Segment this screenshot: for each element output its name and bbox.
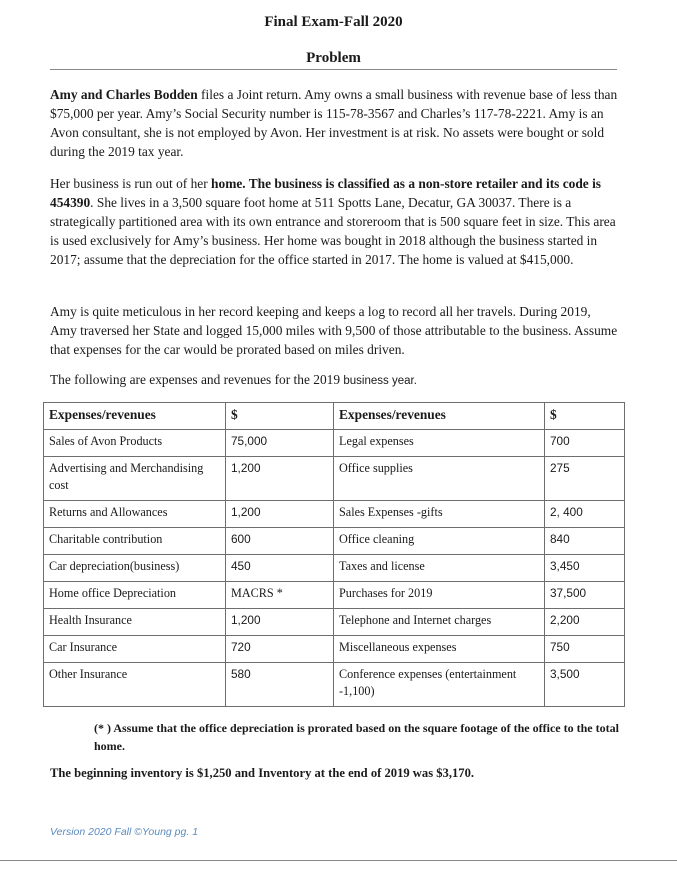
table-cell-label: Miscellaneous expenses [334, 636, 545, 663]
table-cell-label: Advertising and Merchandising cost [44, 457, 226, 501]
table-row [44, 582, 625, 609]
table-row [44, 430, 625, 457]
table-row [44, 457, 625, 501]
footer-divider [0, 860, 677, 861]
table-cell-amount: 700 [545, 430, 625, 457]
table-cell-label: Returns and Allowances [44, 501, 226, 528]
table-row [44, 636, 625, 663]
table-cell-amount: 720 [226, 636, 334, 663]
expenses-table [43, 402, 625, 707]
table-cell-label: Office supplies [334, 457, 545, 501]
table-cell-amount: 450 [226, 555, 334, 582]
table-cell-label: Home office Depreciation [44, 582, 226, 609]
paragraph-home-business [50, 174, 618, 269]
inventory-statement: The beginning inventory is $1,250 and Inventory at the end of 2019 was $3,170. [50, 766, 475, 780]
table-cell-amount: 37,500 [545, 582, 625, 609]
table-cell-amount: 3,500 [545, 663, 625, 707]
table-row [44, 609, 625, 636]
column-header: Expenses/revenues [44, 403, 226, 430]
table-row [44, 501, 625, 528]
table-cell-label: Health Insurance [44, 609, 226, 636]
paragraph-text: . She lives in a 3,500 square foot home at 511 Spotts Lane, Decatur, GA 30037. There is a strategically partitioned area with its own entrance and storeroom that is 500 square feet in size. This area is used exclusively for Amy’s business. Her home was bought in 2018 although the business started in 2017; assume that the depreciation for the office started in 2017. The home is valued at $415,000. [50, 195, 616, 267]
paragraph-text: business year. [343, 375, 417, 387]
page-footer: Version 2020 Fall ©Young pg. 1 [50, 826, 199, 838]
paragraph-text: The following are expenses and revenues for the 2019 [50, 372, 344, 387]
table-row [44, 528, 625, 555]
table-cell-label: Sales of Avon Products [44, 430, 226, 457]
document-title: Final Exam-Fall 2020 [264, 14, 403, 30]
table-cell-label: Car depreciation(business) [44, 555, 226, 582]
paragraph-taxpayers [50, 85, 618, 161]
table-cell-amount: 1,200 [226, 501, 334, 528]
paragraph-table-intro [50, 370, 618, 391]
column-header: $ [545, 403, 625, 430]
table-cell-label: Purchases for 2019 [334, 582, 545, 609]
table-cell-amount: 1,200 [226, 609, 334, 636]
table-row [44, 663, 625, 707]
table-cell-amount: 75,000 [226, 430, 334, 457]
column-header: $ [226, 403, 334, 430]
table-cell-amount: 1,200 [226, 457, 334, 501]
table-header-row [44, 403, 625, 430]
table-cell-amount: MACRS * [226, 582, 334, 609]
table-cell-label: Legal expenses [334, 430, 545, 457]
paragraph-text: files a Joint return. Amy owns a small business with revenue base of less than $75,000 per year. Amy’s Social Security number is 115-78-3567 and Charles’s 117-78-2221. Amy is an Avon consultant, she is not employed by Avon. Her investment is at risk. No assets were bought or sold during the 2019 tax year. [50, 87, 618, 159]
table-cell-label: Charitable contribution [44, 528, 226, 555]
business-classification: home. The business is classified as a non-store retailer and its code is 454390 [50, 176, 602, 210]
table-cell-amount: 750 [545, 636, 625, 663]
table-cell-label: Taxes and license [334, 555, 545, 582]
paragraph-text: Her business is run out of her [50, 176, 212, 191]
paragraph-mileage: Amy is quite meticulous in her record keeping and keeps a log to record all her travels. During 2019, Amy traversed her State and logged 15,000 miles with 9,500 of those attributable to the business. Assume that expenses for the car would be prorated based on miles driven. [50, 304, 618, 357]
table-cell-label: Car Insurance [44, 636, 226, 663]
table-cell-amount: 2,200 [545, 609, 625, 636]
depreciation-note: (* ) Assume that the office depreciation is prorated based on the square footage of the office to the total home. [94, 721, 619, 753]
table-row [44, 555, 625, 582]
table-cell-amount: 3,450 [545, 555, 625, 582]
table-cell-label: Sales Expenses -gifts [334, 501, 545, 528]
table-cell-label: Other Insurance [44, 663, 226, 707]
taxpayer-names: Amy and Charles Bodden [50, 87, 198, 102]
table-cell-label: Conference expenses (entertainment -1,100) [334, 663, 545, 707]
table-cell-amount: 840 [545, 528, 625, 555]
table-cell-label: Telephone and Internet charges [334, 609, 545, 636]
heading-divider [50, 69, 617, 70]
table-cell-amount: 580 [226, 663, 334, 707]
table-cell-amount: 2, 400 [545, 501, 625, 528]
table-cell-amount: 600 [226, 528, 334, 555]
column-header: Expenses/revenues [334, 403, 545, 430]
table-cell-label: Office cleaning [334, 528, 545, 555]
section-heading: Problem [306, 50, 361, 66]
table-cell-amount: 275 [545, 457, 625, 501]
